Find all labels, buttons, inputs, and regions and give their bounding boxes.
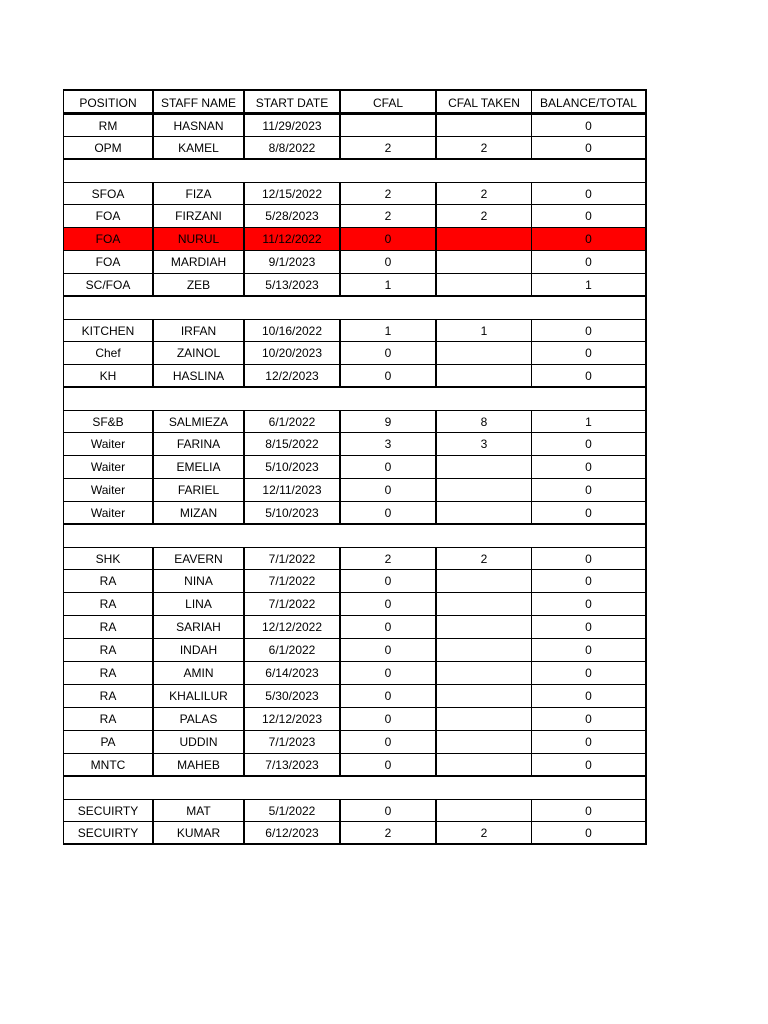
cell-position[interactable]: RA: [63, 616, 154, 639]
cell-start-date[interactable]: 7/1/2022: [245, 570, 341, 593]
cell-start-date[interactable]: 5/10/2023: [245, 502, 341, 525]
cell-staff-name[interactable]: ZAINOL: [154, 342, 245, 365]
table-row: [63, 365, 647, 388]
cell-cfal-taken[interactable]: 3: [437, 433, 532, 456]
cell-start-date[interactable]: 7/1/2022: [245, 547, 341, 570]
cell-balance-total[interactable]: 0: [532, 502, 647, 525]
cell-cfal[interactable]: 0: [341, 799, 437, 822]
group-separator-row: [63, 297, 647, 319]
cell-position[interactable]: Chef: [63, 342, 154, 365]
cell-start-date[interactable]: 7/13/2023: [245, 754, 341, 777]
cell-start-date[interactable]: 7/1/2023: [245, 731, 341, 754]
cell-cfal[interactable]: 1: [341, 274, 437, 297]
table-row: [63, 570, 647, 593]
cell-start-date[interactable]: 9/1/2023: [245, 251, 341, 274]
cell-staff-name[interactable]: FIRZANI: [154, 205, 245, 228]
cell-staff-name[interactable]: UDDIN: [154, 731, 245, 754]
staff-cfal-table: [63, 89, 647, 845]
cell-position[interactable]: RA: [63, 639, 154, 662]
table-row: [63, 479, 647, 502]
group-separator-row: [63, 777, 647, 799]
table-header-row: [63, 89, 647, 114]
cell-staff-name[interactable]: NURUL: [154, 228, 245, 251]
cell-position[interactable]: Waiter: [63, 456, 154, 479]
table-row: [63, 708, 647, 731]
cell-position[interactable]: SECUIRTY: [63, 822, 154, 845]
cell-cfal[interactable]: 0: [341, 616, 437, 639]
cell-start-date[interactable]: 12/2/2023: [245, 365, 341, 388]
table-row: [63, 456, 647, 479]
cell-cfal-taken[interactable]: [437, 731, 532, 754]
cell-cfal-taken[interactable]: [437, 228, 532, 251]
header-cfal-taken: CFAL TAKEN: [437, 89, 532, 114]
cell-start-date[interactable]: 11/12/2022: [245, 228, 341, 251]
cell-balance-total[interactable]: 0: [532, 754, 647, 777]
cell-cfal-taken[interactable]: [437, 114, 532, 137]
cell-start-date[interactable]: 6/12/2023: [245, 822, 341, 845]
table-row: [63, 137, 647, 160]
cell-position[interactable]: Waiter: [63, 433, 154, 456]
cell-position[interactable]: Waiter: [63, 479, 154, 502]
table-row: [63, 205, 647, 228]
table-row: [63, 502, 647, 525]
cell-balance-total[interactable]: 0: [532, 251, 647, 274]
cell-start-date[interactable]: 10/20/2023: [245, 342, 341, 365]
cell-position[interactable]: SFOA: [63, 182, 154, 205]
cell-cfal[interactable]: 0: [341, 708, 437, 731]
cell-cfal[interactable]: 0: [341, 662, 437, 685]
cell-balance-total[interactable]: 0: [532, 708, 647, 731]
table-row-highlighted: [63, 228, 647, 251]
cell-start-date[interactable]: 5/28/2023: [245, 205, 341, 228]
staff-group: [63, 182, 647, 297]
cell-balance-total[interactable]: 0: [532, 479, 647, 502]
cell-balance-total[interactable]: 0: [532, 456, 647, 479]
cell-cfal[interactable]: 3: [341, 433, 437, 456]
cell-position[interactable]: SHK: [63, 547, 154, 570]
cell-balance-total[interactable]: 0: [532, 616, 647, 639]
cell-position[interactable]: Waiter: [63, 502, 154, 525]
table-row: [63, 731, 647, 754]
header-cfal: CFAL: [341, 89, 437, 114]
header-staff-name: STAFF NAME: [154, 89, 245, 114]
cell-start-date[interactable]: 7/1/2022: [245, 593, 341, 616]
staff-group: [63, 547, 647, 777]
cell-cfal-taken[interactable]: [437, 456, 532, 479]
cell-balance-total[interactable]: 1: [532, 274, 647, 297]
cell-start-date[interactable]: 12/12/2022: [245, 616, 341, 639]
cell-cfal[interactable]: 2: [341, 182, 437, 205]
table-row: [63, 251, 647, 274]
cell-balance-total[interactable]: 0: [532, 547, 647, 570]
cell-cfal-taken[interactable]: [437, 365, 532, 388]
cell-staff-name[interactable]: PALAS: [154, 708, 245, 731]
table-row: [63, 547, 647, 570]
cell-position[interactable]: RA: [63, 662, 154, 685]
table-row: [63, 114, 647, 137]
cell-cfal[interactable]: 0: [341, 570, 437, 593]
cell-balance-total[interactable]: 0: [532, 342, 647, 365]
cell-staff-name[interactable]: EMELIA: [154, 456, 245, 479]
cell-start-date[interactable]: 10/16/2022: [245, 319, 341, 342]
group-separator-row: [63, 525, 647, 547]
cell-cfal-taken[interactable]: 8: [437, 410, 532, 433]
cell-staff-name[interactable]: NINA: [154, 570, 245, 593]
cell-start-date[interactable]: 5/10/2023: [245, 456, 341, 479]
cell-balance-total[interactable]: 0: [532, 114, 647, 137]
cell-cfal-taken[interactable]: [437, 639, 532, 662]
cell-cfal[interactable]: 0: [341, 593, 437, 616]
cell-start-date[interactable]: 6/1/2022: [245, 639, 341, 662]
cell-cfal-taken[interactable]: [437, 799, 532, 822]
cell-staff-name[interactable]: AMIN: [154, 662, 245, 685]
cell-start-date[interactable]: 5/30/2023: [245, 685, 341, 708]
cell-cfal[interactable]: 2: [341, 137, 437, 160]
cell-cfal-taken[interactable]: [437, 251, 532, 274]
cell-balance-total[interactable]: 0: [532, 365, 647, 388]
cell-start-date[interactable]: 6/14/2023: [245, 662, 341, 685]
cell-staff-name[interactable]: LINA: [154, 593, 245, 616]
table-row: [63, 593, 647, 616]
staff-group: [63, 799, 647, 845]
cell-cfal[interactable]: [341, 114, 437, 137]
cell-start-date[interactable]: 8/15/2022: [245, 433, 341, 456]
cell-balance-total[interactable]: 0: [532, 433, 647, 456]
cell-position[interactable]: RA: [63, 593, 154, 616]
cell-staff-name[interactable]: FARIEL: [154, 479, 245, 502]
header-start-date: START DATE: [245, 89, 341, 114]
cell-staff-name[interactable]: HASLINA: [154, 365, 245, 388]
cell-staff-name[interactable]: SARIAH: [154, 616, 245, 639]
cell-balance-total[interactable]: 0: [532, 799, 647, 822]
cell-cfal[interactable]: 0: [341, 502, 437, 525]
cell-staff-name[interactable]: SALMIEZA: [154, 410, 245, 433]
cell-balance-total[interactable]: 1: [532, 410, 647, 433]
cell-start-date[interactable]: 12/12/2023: [245, 708, 341, 731]
header-balance-total: BALANCE/TOTAL: [532, 89, 647, 114]
cell-staff-name[interactable]: MAHEB: [154, 754, 245, 777]
cell-balance-total[interactable]: 0: [532, 205, 647, 228]
table-row: [63, 754, 647, 777]
cell-cfal[interactable]: 2: [341, 205, 437, 228]
header-position: POSITION: [63, 89, 154, 114]
table-row: [63, 662, 647, 685]
cell-cfal[interactable]: 0: [341, 639, 437, 662]
cell-position[interactable]: RA: [63, 708, 154, 731]
cell-staff-name[interactable]: FIZA: [154, 182, 245, 205]
cell-balance-total[interactable]: 0: [532, 593, 647, 616]
cell-start-date[interactable]: 8/8/2022: [245, 137, 341, 160]
cell-cfal-taken[interactable]: [437, 342, 532, 365]
table-row: [63, 639, 647, 662]
table-row: [63, 685, 647, 708]
cell-position[interactable]: FOA: [63, 251, 154, 274]
cell-cfal[interactable]: 2: [341, 822, 437, 845]
cell-cfal-taken[interactable]: 2: [437, 822, 532, 845]
cell-start-date[interactable]: 11/29/2023: [245, 114, 341, 137]
cell-staff-name[interactable]: INDAH: [154, 639, 245, 662]
group-separator-row: [63, 160, 647, 182]
cell-cfal[interactable]: 0: [341, 251, 437, 274]
cell-cfal-taken[interactable]: 2: [437, 137, 532, 160]
cell-cfal[interactable]: 9: [341, 410, 437, 433]
cell-staff-name[interactable]: KUMAR: [154, 822, 245, 845]
cell-cfal-taken[interactable]: [437, 708, 532, 731]
cell-position[interactable]: KITCHEN: [63, 319, 154, 342]
table-row: [63, 410, 647, 433]
group-separator-row: [63, 388, 647, 410]
table-row: [63, 616, 647, 639]
cell-staff-name[interactable]: MAT: [154, 799, 245, 822]
cell-position[interactable]: KH: [63, 365, 154, 388]
cell-staff-name[interactable]: IRFAN: [154, 319, 245, 342]
cell-balance-total[interactable]: 0: [532, 639, 647, 662]
cell-balance-total[interactable]: 0: [532, 731, 647, 754]
table-row: [63, 799, 647, 822]
cell-staff-name[interactable]: EAVERN: [154, 547, 245, 570]
cell-position[interactable]: SECUIRTY: [63, 799, 154, 822]
cell-position[interactable]: FOA: [63, 228, 154, 251]
table-row: [63, 182, 647, 205]
cell-cfal[interactable]: 0: [341, 342, 437, 365]
cell-start-date[interactable]: 5/13/2023: [245, 274, 341, 297]
staff-group: [63, 410, 647, 525]
cell-balance-total[interactable]: 0: [532, 685, 647, 708]
cell-staff-name[interactable]: MARDIAH: [154, 251, 245, 274]
staff-group: [63, 319, 647, 388]
table-row: [63, 342, 647, 365]
cell-cfal-taken[interactable]: [437, 685, 532, 708]
cell-balance-total[interactable]: 0: [532, 570, 647, 593]
cell-balance-total[interactable]: 0: [532, 137, 647, 160]
cell-staff-name[interactable]: KHALILUR: [154, 685, 245, 708]
cell-cfal-taken[interactable]: [437, 593, 532, 616]
cell-position[interactable]: SF&B: [63, 410, 154, 433]
cell-start-date[interactable]: 5/1/2022: [245, 799, 341, 822]
cell-cfal-taken[interactable]: 2: [437, 205, 532, 228]
cell-cfal[interactable]: 0: [341, 365, 437, 388]
cell-cfal[interactable]: 0: [341, 228, 437, 251]
cell-balance-total[interactable]: 0: [532, 822, 647, 845]
cell-balance-total[interactable]: 0: [532, 228, 647, 251]
table-row: [63, 433, 647, 456]
cell-position[interactable]: SC/FOA: [63, 274, 154, 297]
cell-staff-name[interactable]: MIZAN: [154, 502, 245, 525]
table-row: [63, 319, 647, 342]
table-row: [63, 822, 647, 845]
cell-cfal-taken[interactable]: 2: [437, 547, 532, 570]
cell-cfal[interactable]: 0: [341, 479, 437, 502]
cell-start-date[interactable]: 12/15/2022: [245, 182, 341, 205]
cell-cfal[interactable]: 1: [341, 319, 437, 342]
cell-staff-name[interactable]: HASNAN: [154, 114, 245, 137]
cell-position[interactable]: RA: [63, 570, 154, 593]
cell-cfal-taken[interactable]: [437, 274, 532, 297]
cell-position[interactable]: PA: [63, 731, 154, 754]
cell-cfal[interactable]: 0: [341, 685, 437, 708]
cell-cfal-taken[interactable]: [437, 570, 532, 593]
cell-cfal-taken[interactable]: [437, 662, 532, 685]
cell-staff-name[interactable]: KAMEL: [154, 137, 245, 160]
cell-position[interactable]: RM: [63, 114, 154, 137]
cell-balance-total[interactable]: 0: [532, 182, 647, 205]
cell-staff-name[interactable]: ZEB: [154, 274, 245, 297]
staff-group: [63, 114, 647, 160]
cell-cfal-taken[interactable]: [437, 479, 532, 502]
cell-cfal-taken[interactable]: [437, 754, 532, 777]
cell-cfal[interactable]: 0: [341, 456, 437, 479]
table-row: [63, 274, 647, 297]
table-body: [63, 114, 647, 845]
cell-cfal[interactable]: 0: [341, 731, 437, 754]
cell-cfal[interactable]: 2: [341, 547, 437, 570]
cell-cfal-taken[interactable]: 2: [437, 182, 532, 205]
cell-balance-total[interactable]: 0: [532, 319, 647, 342]
cell-position[interactable]: FOA: [63, 205, 154, 228]
cell-cfal-taken[interactable]: [437, 502, 532, 525]
cell-position[interactable]: OPM: [63, 137, 154, 160]
cell-cfal[interactable]: 0: [341, 754, 437, 777]
cell-cfal-taken[interactable]: 1: [437, 319, 532, 342]
cell-start-date[interactable]: 12/11/2023: [245, 479, 341, 502]
cell-cfal-taken[interactable]: [437, 616, 532, 639]
cell-position[interactable]: MNTC: [63, 754, 154, 777]
cell-balance-total[interactable]: 0: [532, 662, 647, 685]
cell-position[interactable]: RA: [63, 685, 154, 708]
cell-staff-name[interactable]: FARINA: [154, 433, 245, 456]
cell-start-date[interactable]: 6/1/2022: [245, 410, 341, 433]
